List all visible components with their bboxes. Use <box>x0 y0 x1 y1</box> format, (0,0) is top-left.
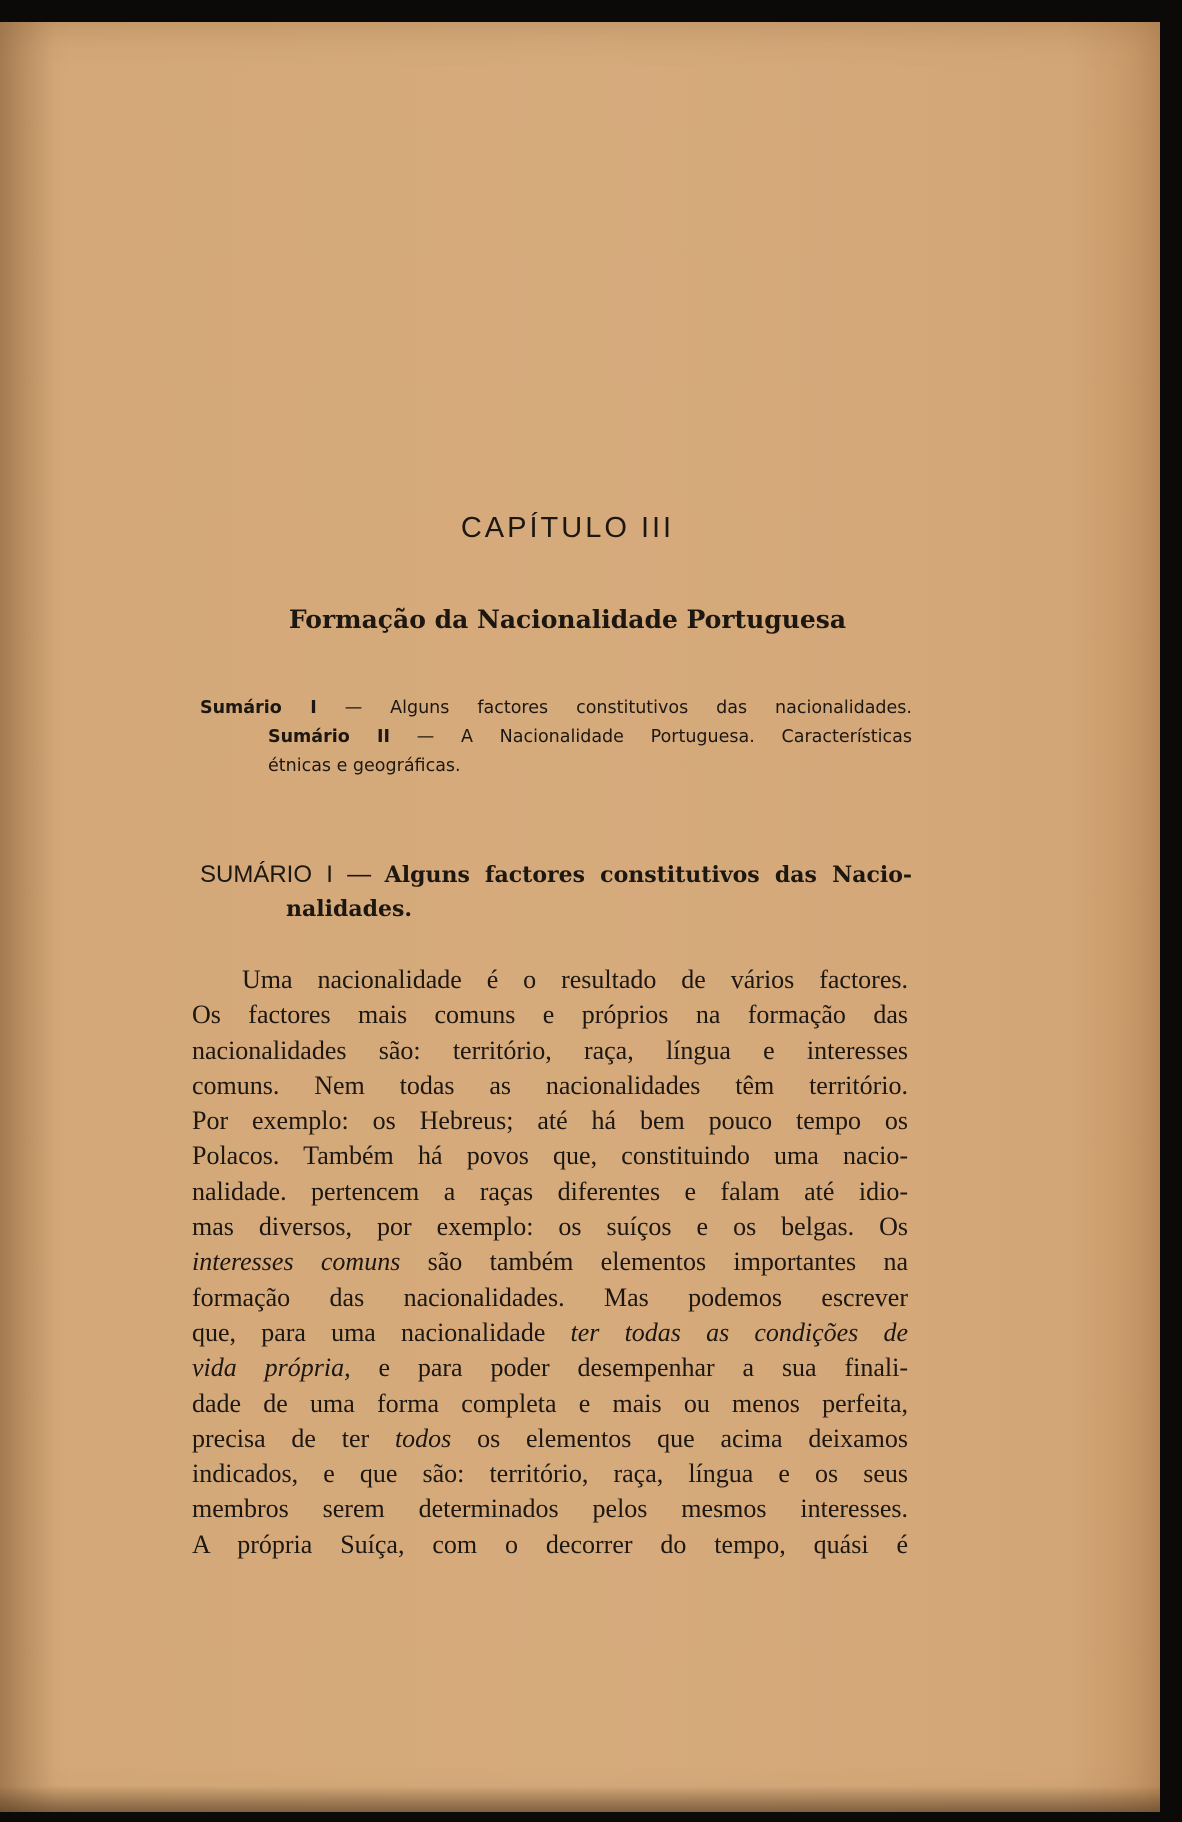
body-text-segment: que, para uma nacionalidade <box>192 1317 571 1347</box>
body-line <box>192 997 908 1032</box>
body-text-segment: são também elementos importantes na <box>400 1247 908 1277</box>
body-line <box>192 962 908 997</box>
body-text-segment: mas diversos, por exemplo: os suíços e os belgas. Os <box>192 1212 908 1242</box>
body-text-segment: Uma nacionalidade é o resultado de vários factores. <box>242 965 908 994</box>
chapter-summary <box>200 694 912 781</box>
summary-label-2: Sumário II <box>268 727 391 747</box>
body-text-segment: e para poder desempenhar a sua finali- <box>350 1353 908 1383</box>
body-text-segment: os elementos que acima deixamos <box>451 1423 908 1453</box>
body-text-segment: Os factores mais comuns e próprios na formação das <box>192 1000 908 1030</box>
body-text-segment: comuns. Nem todas as nacionalidades têm território. <box>192 1070 908 1100</box>
body-line <box>192 1527 908 1562</box>
chapter-heading: CAPÍTULO III <box>460 512 675 544</box>
body-line <box>192 1068 908 1103</box>
body-line <box>192 1280 908 1315</box>
summary-text-1: — Alguns factores constitutivos das nacionalidades. <box>344 698 912 718</box>
section-heading-line-2 <box>200 892 912 926</box>
body-text-segment: formação das nacionalidades. Mas podemos escrever <box>192 1282 908 1312</box>
body-line <box>192 1350 908 1385</box>
body-text-segment: precisa de ter <box>192 1423 395 1453</box>
body-emphasis: interesses comuns <box>192 1247 401 1277</box>
book-page <box>0 22 1160 1812</box>
summary-line-3: étnicas e geográficas. <box>268 756 461 776</box>
section-heading <box>200 858 912 926</box>
body-emphasis: todos <box>394 1423 452 1453</box>
page-bottom-edge-shadow <box>0 1786 1160 1812</box>
section-heading-line-1 <box>200 858 912 892</box>
summary-line-1 <box>200 694 912 723</box>
body-line <box>192 1244 908 1279</box>
summary-line-2 <box>200 723 912 752</box>
body-text-segment: indicados, e que são: território, raça, língua e os seus <box>192 1459 908 1489</box>
body-line <box>192 1456 908 1491</box>
body-text-segment: dade de uma forma completa e mais ou menos perfeita, <box>192 1388 908 1418</box>
body-line <box>192 1386 908 1421</box>
chapter-title: Formação da Nacionalidade Portuguesa <box>288 605 847 634</box>
body-text-segment: nacionalidades são: território, raça, língua e interesses <box>192 1035 908 1065</box>
summary-label-1: Sumário I <box>200 698 317 718</box>
summary-text-2: — A Nacionalidade Portuguesa. Características <box>416 727 912 747</box>
body-paragraph <box>192 962 908 1562</box>
section-title-part-2: nalidades. <box>286 896 413 922</box>
body-text-segment: nalidade. pertencem a raças diferentes e falam até idio- <box>192 1176 908 1206</box>
body-line <box>192 1033 908 1068</box>
body-text-segment: Polacos. Também há povos que, constituindo uma nacio- <box>192 1141 908 1171</box>
body-line <box>192 1315 908 1350</box>
body-line <box>192 1138 908 1173</box>
section-title-part-1: Alguns factores constitutivos das Nacio- <box>384 862 913 888</box>
body-text-segment: A própria Suíça, com o decorrer do tempo, quási é <box>192 1529 908 1559</box>
body-line <box>192 1103 908 1138</box>
body-line <box>192 1174 908 1209</box>
section-label: SUMÁRIO I — <box>200 861 372 888</box>
body-line <box>192 1421 908 1456</box>
page-left-edge-shadow <box>0 22 54 1812</box>
body-line <box>192 1209 908 1244</box>
body-emphasis: ter todas as condições de <box>570 1317 908 1347</box>
body-text-segment: membros serem determinados pelos mesmos interesses. <box>192 1494 908 1524</box>
body-text-segment: Por exemplo: os Hebreus; até há bem pouco tempo os <box>192 1106 908 1136</box>
body-line <box>192 1491 908 1526</box>
body-emphasis: vida própria, <box>192 1353 351 1383</box>
